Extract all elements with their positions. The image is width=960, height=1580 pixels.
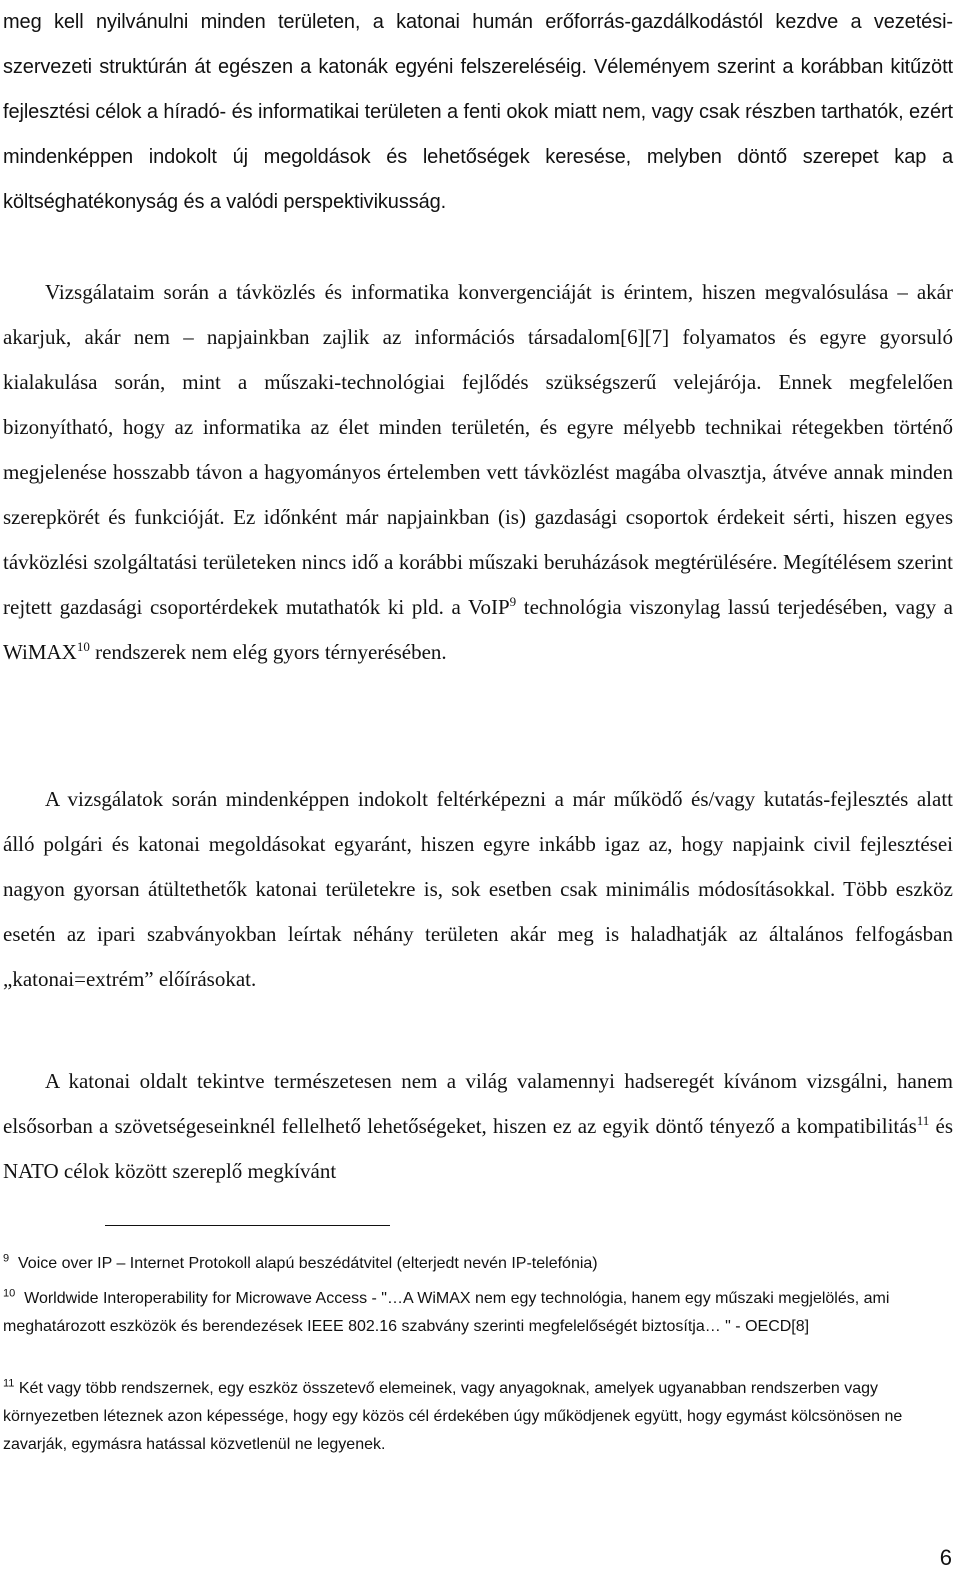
paragraph-2-text-a: Vizsgálataim során a távközlés és informatika konvergenciáját is érintem, hiszen megvalósulása – akár akarjuk, akár nem – napjainkban zajlik az információs társadalom[6][7] folyamatos és egyre gyorsuló kialakulása során, mint a műszaki-technológiai fejlődés szükségszerű velejárója. Ennek megfelelően bizonyítható, hogy az informatika az élet minden területén, és egyre mélyebb technikai rétegekben történő megjelenése hosszabb távon a hagyományos értelemben vett távközlést magába olvasztja, átvéve annak minden szerepkörét és funkcióját. Ez időnként már napjainkban (is) gazdasági csoportok érdekeit sérti, hiszen egyes távközlési szolgáltatási területeken nincs idő a korábbi műszaki beruházások megtérülésére. Megítélésem szerint rejtett gazdasági csoportérdekek mutathatók ki pld. a VoIP (3, 280, 953, 619)
footnote-11 (3, 1375, 953, 1459)
footnote-10 (3, 1285, 953, 1341)
paragraph-1 (3, 0, 953, 225)
footnote-separator (105, 1225, 390, 1226)
paragraph-4-text-a: A katonai oldalt tekintve természetesen nem a világ valamennyi hadseregét kívánom vizsgálni, hanem elsősorban a szövetségeseinknél fellelhető lehetőségeket, hiszen ez az egyik döntő tényező a kompatibilitás (3, 1069, 953, 1138)
paragraph-2 (3, 270, 953, 675)
footnote-9 (3, 1250, 953, 1278)
footnote-9-text: Voice over IP – Internet Protokoll alapú beszédátvitel (elterjedt nevén IP-telefónia) (18, 1255, 598, 1272)
footnote-9-number: 9 (3, 1252, 10, 1265)
paragraph-2-text-c: rendszerek nem elég gyors térnyerésében. (89, 640, 447, 664)
footnote-11-number: 11 (3, 1377, 15, 1390)
footnote-10-text: Worldwide Interoperability for Microwave Access - "…A WiMAX nem egy technológia, hanem egy műszaki megjelölés, ami meghatározott eszközök és berendezések IEEE 802.16 szabvány szerinti megfelelőségét biztosítja… " - OECD[8] (3, 1290, 890, 1335)
paragraph-4-text-b: és NATO célok között szereplő megkívánt (3, 1114, 953, 1183)
footnote-10-number: 10 (3, 1287, 16, 1300)
footnote-ref-11[interactable]: 11 (916, 1113, 930, 1128)
paragraph-4 (3, 1059, 953, 1194)
page-number: 6 (939, 1545, 952, 1570)
paragraph-3 (3, 777, 953, 1002)
footnote-ref-9[interactable]: 9 (509, 594, 517, 609)
footnote-ref-10[interactable]: 10 (76, 639, 90, 654)
paragraph-3-text: A vizsgálatok során mindenképpen indokolt feltérképezni a már működő és/vagy kutatás-fejlesztés alatt álló polgári és katonai megoldásokat egyaránt, hiszen egyre inkább igaz az, hogy napjaink civil fejlesztései nagyon gyorsan átültethetők katonai területekre is, sok esetben csak minimális módosításokkal. Több eszköz esetén az ipari szabványokban leírtak néhány területen akár meg is haladhatják az általános felfogásban „katonai=extrém” előírásokat. (3, 787, 953, 991)
paragraph-2-text-b: technológia viszonylag lassú terjedésében, vagy a WiMAX (3, 595, 954, 664)
paragraph-1-text: meg kell nyilvánulni minden területen, a katonai humán erőforrás-gazdálkodástól kezdve a vezetési- szervezeti struktúrán át egészen a katonák egyéni felszereléséig. Véleményem szerint a korábban kitűzött fejlesztési célok a híradó- és informatikai területen a fenti okok miatt nem, vagy csak részben tarthatók, ezért mindenképpen indokolt új megoldások és lehetőségek keresése, melyben döntő szerepet kap a költséghatékonyság és a valódi perspektivikusság. (3, 11, 953, 213)
footnote-11-text: Két vagy több rendszernek, egy eszköz összetevő elemeinek, vagy anyagoknak, amelyek ugyanabban rendszerben vagy környezetben léteznek azon képessége, hogy egy közös cél érdekében úgy működjenek együtt, hogy egymást kölcsönösen ne zavarják, egymásra hatással közvetlenül ne legyenek. (3, 1380, 903, 1453)
